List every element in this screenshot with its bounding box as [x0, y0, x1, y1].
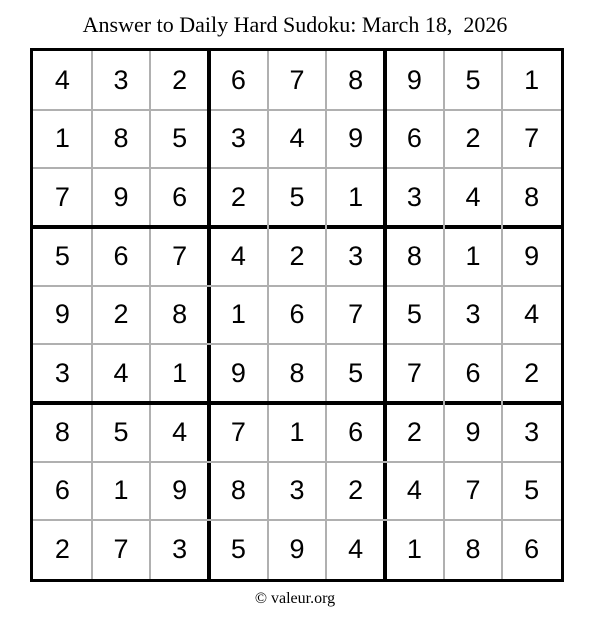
- sudoku-cell: 4: [465, 182, 481, 213]
- sudoku-cell: 9: [54, 299, 70, 330]
- sudoku-cell: 3: [289, 475, 305, 506]
- sudoku-cell: 6: [230, 64, 246, 95]
- sudoku-cell: 2: [348, 475, 364, 506]
- sudoku-cell: 4: [230, 240, 246, 271]
- sudoku-cell: 7: [348, 299, 364, 330]
- sudoku-cell: 8: [465, 534, 481, 565]
- sudoku-cell: 4: [54, 64, 70, 95]
- sudoku-cell: 5: [465, 64, 481, 95]
- sudoku-cell: 2: [406, 416, 422, 447]
- sudoku-cell: 9: [524, 240, 540, 271]
- sudoku-cell: 9: [465, 416, 481, 447]
- sudoku-cell: 3: [348, 240, 364, 271]
- sudoku-cell: 6: [289, 299, 305, 330]
- sudoku-cell: 9: [289, 534, 305, 565]
- sudoku-cell: 3: [54, 358, 70, 389]
- sudoku-cell: 7: [465, 475, 481, 506]
- sudoku-cell: 7: [54, 182, 70, 213]
- sudoku-cell: 4: [406, 475, 422, 506]
- sudoku-cell: 7: [524, 123, 540, 154]
- sudoku-cell: 1: [524, 64, 540, 95]
- sudoku-cell: 8: [289, 358, 305, 389]
- sudoku-cell: 9: [348, 123, 364, 154]
- sudoku-cell: 2: [465, 123, 481, 154]
- sudoku-cell: 1: [406, 534, 422, 565]
- sudoku-cell: 9: [113, 182, 129, 213]
- sudoku-cell: 5: [524, 475, 540, 506]
- sudoku-cell: 5: [289, 182, 305, 213]
- sudoku-cell: 5: [348, 358, 364, 389]
- sudoku-cell: 3: [230, 123, 246, 154]
- sudoku-cell: 4: [289, 123, 305, 154]
- sudoku-cell: 6: [172, 182, 188, 213]
- sudoku-cell: 2: [230, 182, 246, 213]
- sudoku-cell: 8: [54, 416, 70, 447]
- sudoku-cell: 2: [172, 64, 188, 95]
- sudoku-cell: 4: [113, 358, 129, 389]
- sudoku-cell: 6: [465, 358, 481, 389]
- sudoku-cell: 4: [524, 299, 540, 330]
- sudoku-cell: 5: [406, 299, 422, 330]
- sudoku-cell: 1: [289, 416, 305, 447]
- sudoku-cell: 3: [113, 64, 129, 95]
- sudoku-cell: 8: [348, 64, 364, 95]
- sudoku-cell: 7: [172, 240, 188, 271]
- sudoku-cell: 4: [348, 534, 364, 565]
- sudoku-cell: 7: [406, 358, 422, 389]
- sudoku-cell: 8: [524, 182, 540, 213]
- sudoku-cell: 2: [289, 240, 305, 271]
- sudoku-cell: 5: [230, 534, 246, 565]
- sudoku-cell: 1: [113, 475, 129, 506]
- sudoku-cell: 8: [406, 240, 422, 271]
- sudoku-cell: 6: [348, 416, 364, 447]
- sudoku-cell: 1: [230, 299, 246, 330]
- sudoku-cell: 3: [406, 182, 422, 213]
- sudoku-cell: 8: [113, 123, 129, 154]
- sudoku-cell: 3: [465, 299, 481, 330]
- page-title: Answer to Daily Hard Sudoku: March 18, 2026: [82, 12, 508, 37]
- sudoku-cell: 8: [172, 299, 188, 330]
- sudoku-cell: 6: [54, 475, 70, 506]
- sudoku-cell: 3: [524, 416, 540, 447]
- sudoku-cell: 9: [406, 64, 422, 95]
- sudoku-cell: 4: [172, 416, 188, 447]
- sudoku-board: [30, 48, 564, 582]
- sudoku-cell: 9: [172, 475, 188, 506]
- sudoku-cell: 2: [524, 358, 540, 389]
- sudoku-cell: 5: [172, 123, 188, 154]
- sudoku-cell: 7: [230, 416, 246, 447]
- sudoku-cell: 6: [406, 123, 422, 154]
- sudoku-cell: 1: [54, 123, 70, 154]
- sudoku-cell: 1: [465, 240, 481, 271]
- sudoku-cell: 5: [113, 416, 129, 447]
- sudoku-cell: 1: [348, 182, 364, 213]
- sudoku-cell: 5: [54, 240, 70, 271]
- sudoku-cell: 3: [172, 534, 188, 565]
- sudoku-cell: 1: [172, 358, 188, 389]
- sudoku-cell: 7: [113, 534, 129, 565]
- sudoku-cell: 9: [230, 358, 246, 389]
- sudoku-cell: 6: [113, 240, 129, 271]
- sudoku-cell: 2: [54, 534, 70, 565]
- sudoku-cell: 7: [289, 64, 305, 95]
- sudoku-cell: 8: [230, 475, 246, 506]
- copyright-footer: © valeur.org: [254, 590, 336, 607]
- sudoku-cell: 2: [113, 299, 129, 330]
- sudoku-cell: 6: [524, 534, 540, 565]
